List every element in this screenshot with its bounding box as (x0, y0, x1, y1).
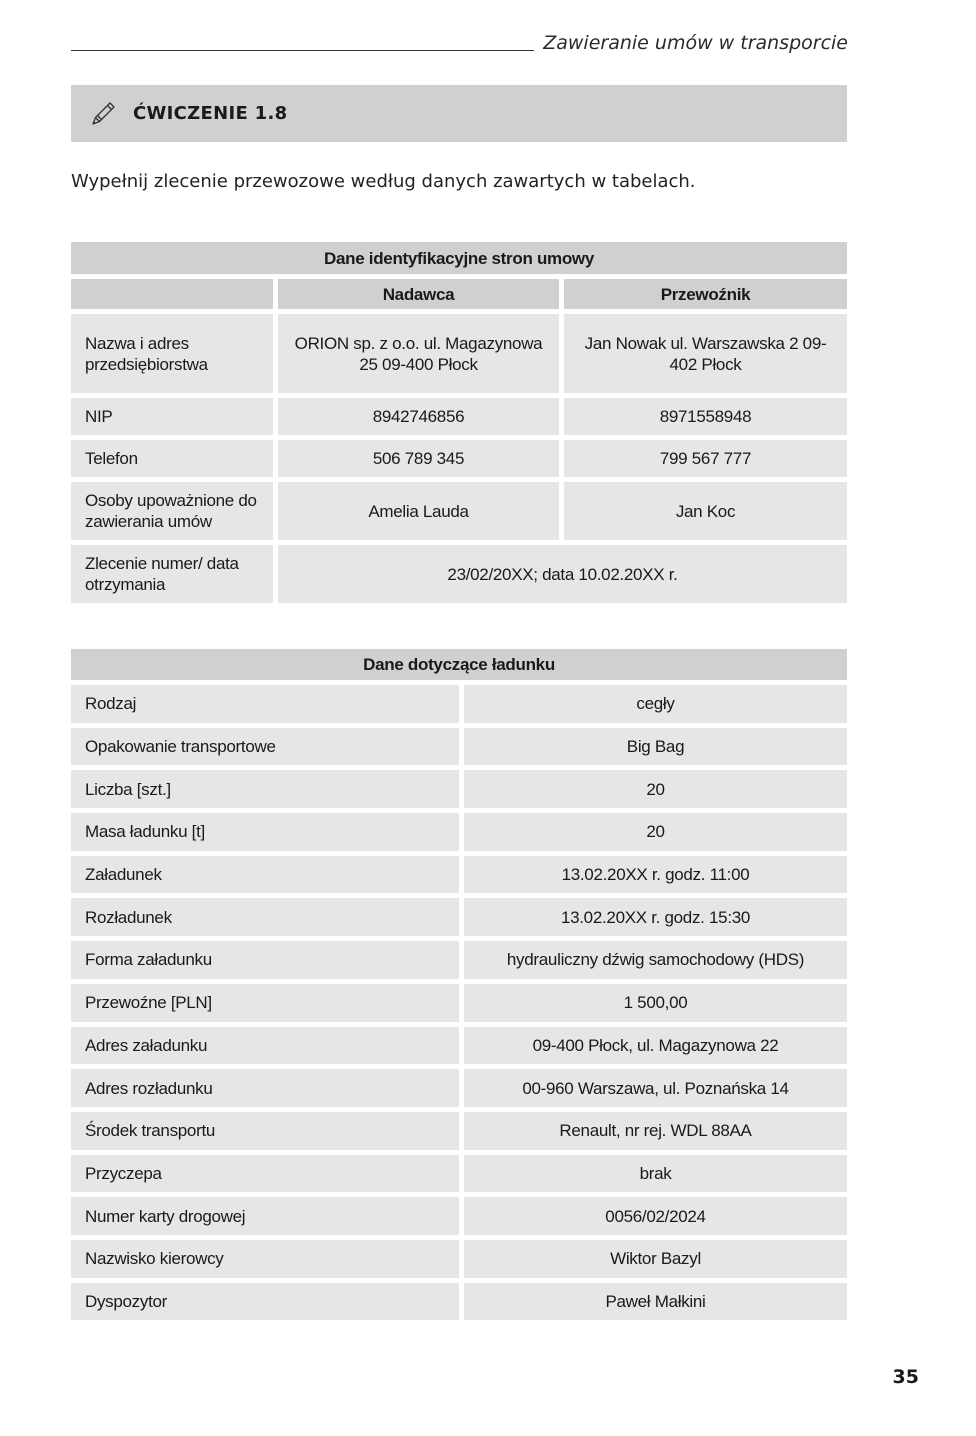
row-value: Wiktor Bazyl (459, 1240, 847, 1278)
order-value: 23/02/20XX; data 10.02.20XX r. (273, 545, 847, 603)
parties-table (71, 237, 847, 608)
row-label: Osoby upoważnione do zawierania umów (71, 482, 273, 540)
row-value: 20 (459, 813, 847, 851)
row-label: Przewoźne [PLN] (71, 984, 459, 1022)
table-row (71, 398, 847, 435)
row-label: Forma załadunku (71, 941, 459, 979)
carrier-value: Jan Nowak ul. Warszawska 2 09-402 Płock (559, 314, 847, 393)
column-header-carrier: Przewoźnik (559, 279, 847, 309)
row-value: 00-960 Warszawa, ul. Poznańska 14 (459, 1069, 847, 1107)
table-row (71, 1155, 847, 1193)
carrier-value: Jan Koc (559, 482, 847, 540)
table-row (71, 856, 847, 894)
row-label: Numer karty drogowej (71, 1197, 459, 1235)
table-row (71, 984, 847, 1022)
cargo-table (71, 644, 847, 1325)
row-label: Liczba [szt.] (71, 770, 459, 808)
parties-table-title: Dane identyfikacyjne stron umowy (71, 242, 847, 274)
page-number: 35 (892, 1366, 919, 1388)
table-row (71, 314, 847, 393)
table-row (71, 728, 847, 766)
sender-value: ORION sp. z o.o. ul. Magazynowa 25 09-400 Płock (273, 314, 559, 393)
row-label: Masa ładunku [t] (71, 813, 459, 851)
row-value: cegły (459, 685, 847, 723)
cargo-table-title: Dane dotyczące ładunku (71, 649, 847, 680)
sender-value: Amelia Lauda (273, 482, 559, 540)
row-label: Przyczepa (71, 1155, 459, 1193)
table-row (71, 545, 847, 603)
sender-value: 506 789 345 (273, 440, 559, 477)
carrier-value: 8971558948 (559, 398, 847, 435)
sender-value: 8942746856 (273, 398, 559, 435)
row-label: Adres załadunku (71, 1027, 459, 1065)
table-row (71, 1069, 847, 1107)
row-value: 0056/02/2024 (459, 1197, 847, 1235)
carrier-value: 799 567 777 (559, 440, 847, 477)
table-row (71, 898, 847, 936)
table-row (71, 1027, 847, 1065)
row-label: NIP (71, 398, 273, 435)
row-value: 20 (459, 770, 847, 808)
row-label: Zlecenie numer/ data otrzymania (71, 545, 273, 603)
table-row (71, 813, 847, 851)
row-value: 09-400 Płock, ul. Magazynowa 22 (459, 1027, 847, 1065)
pencil-icon (87, 98, 119, 130)
table-row (71, 440, 847, 477)
row-label: Adres rozładunku (71, 1069, 459, 1107)
table-row (71, 770, 847, 808)
table-row (71, 1240, 847, 1278)
table-row (71, 941, 847, 979)
row-label: Opakowanie transportowe (71, 728, 459, 766)
running-header: Zawieranie umów w transporcie (543, 32, 848, 54)
row-label: Rodzaj (71, 685, 459, 723)
row-label: Nazwa i adres przedsiębiorstwa (71, 314, 273, 393)
row-label: Nazwisko kierowcy (71, 1240, 459, 1278)
row-value: 13.02.20XX r. godz. 11:00 (459, 856, 847, 894)
table-row (71, 482, 847, 540)
row-value: Renault, nr rej. WDL 88AA (459, 1112, 847, 1150)
table-row (71, 1197, 847, 1235)
table-row (71, 1283, 847, 1321)
row-value: Big Bag (459, 728, 847, 766)
row-value: brak (459, 1155, 847, 1193)
row-value: Paweł Małkini (459, 1283, 847, 1321)
header-rule (71, 50, 534, 51)
row-label: Rozładunek (71, 898, 459, 936)
row-label: Telefon (71, 440, 273, 477)
row-label: Załadunek (71, 856, 459, 894)
row-value: 1 500,00 (459, 984, 847, 1022)
row-value: 13.02.20XX r. godz. 15:30 (459, 898, 847, 936)
row-value: hydrauliczny dźwig samochodowy (HDS) (459, 941, 847, 979)
table-row (71, 1112, 847, 1150)
exercise-title: ĆWICZENIE 1.8 (133, 103, 288, 124)
column-header-empty (71, 279, 273, 309)
instruction-text: Wypełnij zlecenie przewozowe według danych zawartych w tabelach. (71, 171, 696, 192)
column-header-sender: Nadawca (273, 279, 559, 309)
exercise-banner (71, 85, 847, 142)
row-label: Dyspozytor (71, 1283, 459, 1321)
table-row (71, 685, 847, 723)
row-label: Środek transportu (71, 1112, 459, 1150)
